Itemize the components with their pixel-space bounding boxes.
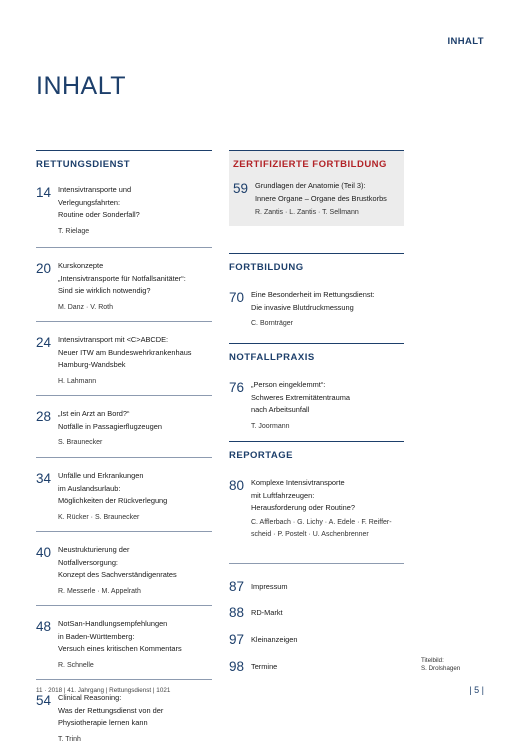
article-title: Intensivtransporte und Verlegungsfahrten: Routine oder Sonderfall? [58,185,140,220]
article-authors: T. Rielage [58,227,90,235]
cover-image-credit: Titelbild: S. Drolshagen [421,657,461,672]
footer-issue-info: 11 · 2018 | 41. Jahrgang | Rettungsdienst | 1021 [36,687,171,694]
entry-divider [36,395,212,396]
section-heading-notfallpraxis: NOTFALLPRAXIS [229,343,404,379]
article-title: „Person eingeklemmt“: Schweres Extremitätentrauma nach Arbeitsunfall [251,380,350,415]
toc-entry[interactable] [229,477,404,541]
header-section-label: INHALT [447,36,484,47]
article-title: Neustrukturierung der Notfallversorgung: Konzept des Sachverständigenrates [58,545,177,580]
page-number: 80 [229,478,245,493]
article-title: Kurskonzepte „Intensivtransporte für Notfallsanitäter“: Sind sie wirklich notwendig? [58,261,186,296]
article-authors: R. Messerle · M. Appelrath [58,587,141,595]
article-authors: H. Lahmann [58,377,97,385]
page-number: 28 [36,409,52,424]
toc-entry[interactable] [229,599,404,626]
page-number: 70 [229,290,245,305]
article-title: Clinical Reasoning: Was der Rettungsdienst von der Physiotherapie lernen kann [58,693,164,728]
article-title: NotSan-Handlungsempfehlungen in Baden-Württemberg: Versuch eines kritischen Kommentars [58,619,182,654]
page-number: 40 [36,545,52,560]
toc-entry[interactable] [229,574,404,599]
article-title: Grundlagen der Anatomie (Teil 3): Innere Organe – Organe des Brustkorbs [255,181,387,203]
page-number: 24 [36,335,52,350]
section-heading-fortbildung: FORTBILDUNG [229,253,404,289]
article-authors: C. Bornträger [251,320,294,328]
toc-entry[interactable] [229,626,404,653]
article-authors: K. Rücker · S. Braunecker [58,513,140,521]
footer-page-number: | 5 | [469,685,484,695]
entry-divider [36,605,212,606]
article-authors: S. Braunecker [58,439,103,447]
toc-entry[interactable] [229,379,404,429]
article-authors: R. Zantis · L. Zantis · T. Sellmann [255,209,359,217]
toc-entry[interactable] [36,544,212,594]
article-authors: M. Danz · V. Roth [58,303,113,311]
article-authors: C. Afflerbach · G. Lichy · A. Edele · F. Reiffer- scheid · P. Postelt · U. Aschenbrenner [251,518,392,539]
toc-entry[interactable] [36,692,212,742]
toc-entry[interactable] [36,334,212,384]
entry-divider [36,321,212,322]
toc-entry[interactable] [229,289,404,329]
section-divider [229,563,404,564]
toc-entry[interactable] [36,260,212,310]
page-number: 34 [36,471,52,486]
article-title: Kleinanzeigen [251,635,298,644]
page-number: 48 [36,619,52,634]
certified-training-box [229,150,404,226]
section-heading-reportage: REPORTAGE [229,441,404,477]
article-title: Termine [251,662,278,671]
article-title: Eine Besonderheit im Rettungsdienst: Die invasive Blutdruckmessung [251,290,375,312]
article-authors: T. Trinh [58,735,81,743]
page-number: 76 [229,380,245,395]
section-heading-rettungsdienst: RETTUNGSDIENST [36,150,212,184]
page-number: 98 [229,659,245,674]
toc-entry[interactable] [36,184,212,236]
article-title: „Ist ein Arzt an Bord?“ Notfälle in Passagierflugzeugen [58,409,162,431]
page-number: 14 [36,185,52,200]
article-authors: R. Schnelle [58,661,94,669]
toc-entry[interactable] [36,618,212,668]
entry-divider [36,679,212,680]
toc-entry[interactable] [229,653,404,680]
article-title: Impressum [251,582,288,591]
left-column [36,150,212,742]
article-title: Unfälle und Erkrankungen im Auslandsurlaub: Möglichkeiten der Rückverlegung [58,471,168,506]
article-authors: T. Joormann [251,422,290,430]
page-number: 54 [36,693,52,708]
page-number: 97 [229,632,245,647]
page-number: 87 [229,579,245,594]
entry-divider [36,531,212,532]
page-number: 20 [36,261,52,276]
article-title: RD-Markt [251,608,283,617]
entry-divider [36,247,212,248]
page-number: 88 [229,605,245,620]
right-column [229,150,404,680]
toc-entry[interactable] [36,470,212,520]
page-title: INHALT [36,72,127,100]
toc-entry[interactable] [229,180,404,222]
entry-divider [36,457,212,458]
page-number: 59 [233,181,249,196]
article-title: Komplexe Intensivtransporte mit Luftfahrzeugen: Herausforderung oder Routine? [251,478,355,513]
article-title: Intensivtransport mit <C>ABCDE: Neuer ITW am Bundeswehrkrankenhaus Hamburg-Wandsbek [58,335,192,370]
section-heading-zertifizierte-fortbildung: ZERTIFIZIERTE FORTBILDUNG [229,150,404,174]
toc-entry[interactable] [36,408,212,446]
